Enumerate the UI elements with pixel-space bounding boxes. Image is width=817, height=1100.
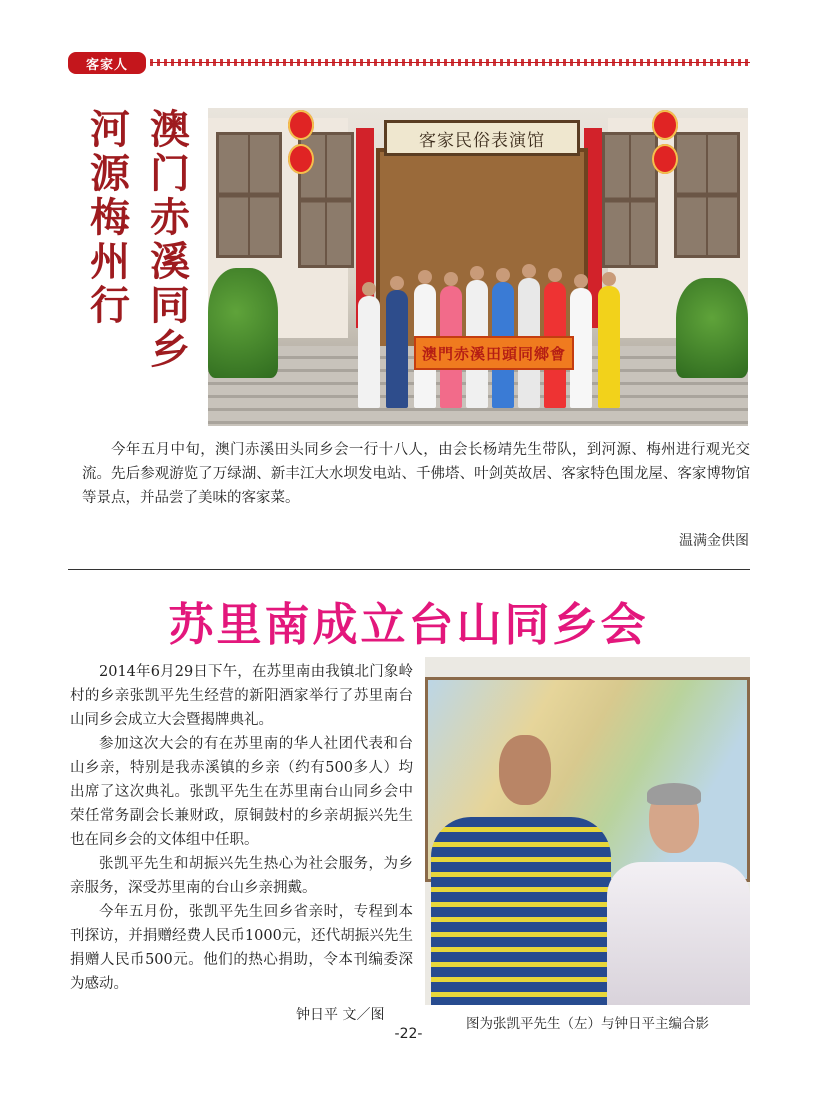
photo-person-left [431, 817, 611, 1005]
article1-credit: 温满金供图 [679, 533, 749, 549]
photo-building-sign: 客家民俗表演馆 [384, 120, 580, 156]
article2-photo-caption: 图为张凯平先生（左）与钟日平主编合影 [466, 1016, 709, 1032]
photo-plant [676, 278, 748, 378]
photo-person [358, 296, 380, 408]
article2-paragraph: 2014年6月29日下午，在苏里南由我镇北门象岭村的乡亲张凯平先生经营的新阳酒家举行了苏里南台山同乡会成立大会暨揭牌典礼。 [70, 664, 413, 728]
photo-banner: 澳門赤溪田頭同鄉會 [414, 336, 574, 370]
article-divider [68, 569, 750, 570]
photo-person [386, 290, 408, 408]
photo-window [674, 132, 740, 258]
article2-paragraph: 参加这次大会的有在苏里南的华人社团代表和台山乡亲，特别是我赤溪镇的乡亲（约有500多人）均出席了这次典礼。张凯平先生在苏里南台山同乡会中荣任常务副会长兼财政，原铜鼓村的乡亲胡振兴先生也在同乡会的文体组中任职。 [70, 736, 413, 848]
red-lantern [652, 144, 678, 174]
photo-person [598, 286, 620, 408]
article2-paragraph: 今年五月份，张凯平先生回乡省亲时，专程到本刊探访，并捐赠经费人民币1000元，还代胡振兴先生捐赠人民币500元。他们的热心捐助，令本刊编委深为感动。 [70, 904, 413, 992]
article2-paragraph: 张凯平先生和胡振兴先生热心为社会服务，为乡亲服务，深受苏里南的台山乡亲拥戴。 [70, 856, 413, 896]
photo-person-left-head [499, 735, 551, 805]
red-lantern [288, 110, 314, 140]
photo-window [602, 132, 658, 268]
article1-caption: 今年五月中旬，澳门赤溪田头同乡会一行十八人，由会长杨靖先生带队，到河源、梅州进行观光交流。先后参观游览了万绿湖、新丰江大水坝发电站、千佛塔、叶剑英故居、客家特色围龙屋、客家博物馆等景点，并品尝了美味的客家菜。 [82, 442, 750, 506]
article2-credit: 钟日平 文／图 [296, 1007, 385, 1023]
header-divider [150, 62, 750, 66]
photo-person-right [607, 862, 750, 1005]
page-number: -22- [394, 1026, 423, 1042]
article1-title-left: 河源梅州行 [90, 106, 130, 329]
group-photo [208, 108, 748, 426]
photo-person-right-hair [647, 783, 701, 805]
photo-window [216, 132, 282, 258]
red-lantern [652, 110, 678, 140]
portrait-photo [425, 657, 750, 1005]
article2-headline: 苏里南成立台山同乡会 [168, 598, 649, 651]
photo-plant [208, 268, 278, 378]
red-lantern [288, 144, 314, 174]
article1-title-right: 澳门赤溪同乡 [150, 106, 190, 373]
section-label: 客家人 [68, 52, 146, 74]
article2-body [70, 660, 413, 996]
